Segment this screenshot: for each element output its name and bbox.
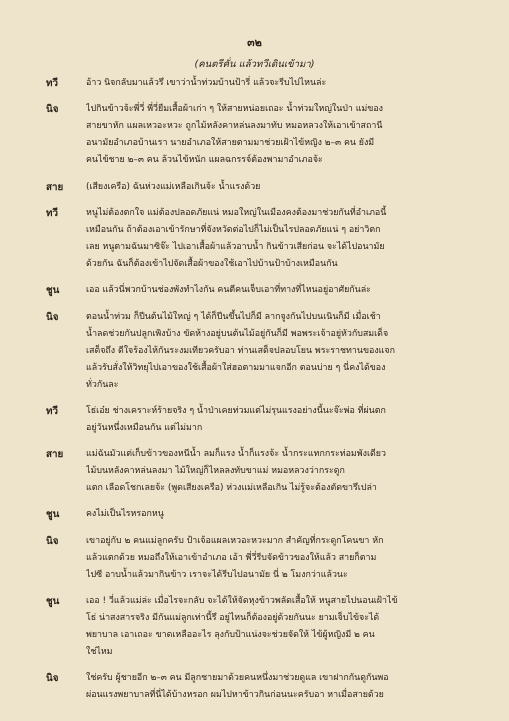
dialogue-line: แล้วรับสั่งให้วิทยุไปเอาของใช้เสื้อผ้าใส่ฮอตามมาแจกอีก ตอนบ่าย ๆ นี่คงได้ของ (86, 362, 386, 373)
dialogue-line: เลย หนูตามฉันมาซิจ๊ะ ไปเอาเสื้อผ้าแล้วอาบน้ำ กินข้าวเสียก่อน จะได้ไปอนามัย (86, 241, 385, 252)
dialogue-line: หนูไม่ต้องตกใจ แม่ต้องปลอดภัยแน่ หมอใหญ่ในเมืองคงต้องมาช่วยกันที่อำเภอนี้ (86, 207, 387, 218)
dialogue-line: ผ่อนแรงพยาบาลที่นี่ได้บ้างหรอก ผมไปหาข้าวกินก่อนนะครับอา หาเมื่อสายด้วย (86, 690, 384, 701)
stage-direction: (คนตรีคั่น แล้วทวีเดินเข้ามา) (194, 59, 315, 70)
dialogue-line: ด้วยกัน ฉันก็ต้องเข้าไปจัดเสื้อผ้าของใช้เอาไปบ้านป้าบ้างเหมือนกัน (86, 258, 338, 269)
dialogue-line: น้ำลดช่วยกันปลูกเพิงบ้าง ขัดห้างอยู่บนต้นไม้อยู่กันก็มี พอพระเจ้าอยู่หัวกับสมเด็จ (86, 328, 389, 339)
speaker-name: นิจ (46, 311, 59, 323)
dialogue-line: เสด็จถึง ดีใจร้องไห้กันระงมเทียวครับอา ท่านเสด็จปลอบโยน พระราชทานของแจก (86, 345, 395, 356)
dialogue-line: อ้าว นิจกลับมาแล้วรึ เขาว่าน้ำท่วมบ้านป้ารี่ แล้วจะรีบไปไหนล่ะ (86, 78, 327, 88)
dialogue-line: เออ แล้วนี่พวกบ้านช่องพังทำไงกัน คนตีคนเจ็บเอาที่ทางที่ไหนอยู่อาศัยกันล่ะ (86, 285, 371, 296)
dialogue-line: แตก เลือดโชกเลยจ้ะ (พูดเสียงเครือ) ห่วงแม่เหลือเกิน ไม่รู้จะต้องตัดขารึเปล่า (86, 483, 377, 494)
speaker-name: ชูน (46, 285, 60, 297)
dialogue-line: ไม้บนหลังคาหล่นลงมา ไม้ใหญ่ก็ไหลลงทับขาแม่ หมอหลวงว่ากระดูก (86, 466, 345, 477)
dialogue-line: อนามัยอำเภอบ้านเรา นายอำเภอให้สายตามมาช่วยเฝ้าไข้หญิง ๒–๓ คน ยังมี (86, 138, 375, 149)
dialogue-line: ตอนน้ำท่วม ก็ปีนต้นไม้ใหญ่ ๆ ได้ก็ปีนขึ้นไปก็มี ลากจูงกันไปบนเนินก็มี เมื่อเช้า (86, 311, 381, 322)
speaker-name: ทวี (46, 405, 58, 417)
dialogue-line: ไปซี อาบน้ำแล้วมากินข้าว เราจะได้รีบไปอนามัย นี่ ๒ โมงกว่าแล้วนะ (86, 569, 348, 580)
speaker-name: นิจ (46, 104, 59, 116)
speaker-name: ชูน (46, 509, 60, 521)
dialogue-line: ไปกินข้าวจ้ะพี่วี่ พี่วี่ยืมเสื้อผ้าเก่า ๆ ให้สายหน่อยเถอะ น้ำท่วมใหญ่ในป่า แม่ของ (86, 104, 384, 115)
dialogue-line: (เสียงเครือ) ฉันห่วงแม่เหลือเกินจ้ะ น้ำแรงด้วย (86, 181, 261, 192)
page-number: ๓๒ (247, 36, 262, 49)
dialogue-line: แล้วแตกด้วย หมอถึงให้เอาเข้าอำเภอ เอ้า พี่วี่รีบจัดข้าวของให้แล้ว สายก็ตาม (86, 552, 377, 563)
dialogue-line: สายขาหัก แผลเหวอะหวะ ถูกไม้หลังคาหล่นลงมาทับ หมอหลวงให้เอาเข้าสถานี (86, 121, 383, 132)
dialogue-line: ใช่ไหม (86, 647, 113, 657)
dialogue-line: อยู่วันหนึ่งเหมือนกัน แต่ไม่มาก (86, 422, 203, 433)
speaker-name: นิจ (46, 535, 59, 547)
dialogue-line: โธ่ น่าสงสารจริง มีกันแม่ลูกเท่านี้รึ อยู่ไหนก็ต้องอยู่ด้วยกันนะ ยามเจ็บไข้จะได้ (86, 613, 380, 623)
dialogue-line: เขาอยู่กับ ๒ คนแม่ลูกครับ ป้าเจ้อแผลเหวอะหวะมาก สำคัญที่กระดูกโคนขา หัก (86, 535, 384, 546)
dialogue-line: ใช่ครับ ผู้ชายอีก ๒–๓ คน มีลูกชายมาด้วยคนหนึ่งมาช่วยดูแล เขาฝากกันดูกันพอ (86, 673, 389, 684)
dialogue-line: คนไข้ชาย ๒–๓ คน ล้วนไข้หนัก แผลฉกรรจ์ต้องพามาอำเภอจ้ะ (86, 155, 323, 166)
speaker-name: นิจ (46, 673, 59, 685)
speaker-name: ชูน (46, 596, 60, 607)
speaker-name: ทวี (46, 207, 58, 219)
dialogue-line: โธ่เอ๋ย ช่างเคราะห์ร้ายจริง ๆ น้ำป่าเคยท่วมแต่ไม่รุนแรงอย่างนี้นะจ๊ะพ่อ ที่ผ่นตก (86, 405, 386, 416)
speaker-name: สาย (46, 181, 64, 193)
dialogue-line: เออ ! วี่แล้วแม่ล่ะ เมื่อไรจะกลับ จะได้ให้จัดหุงข้าวพลัดเสื้อให้ หนูสายไปนอนเฝ้าไข้ (86, 596, 398, 606)
dialogue-line: พยาบาล เอาเถอะ ขาดเหลืออะไร ลุงกับป้าแน่งจะช่วยจัดให้ ไข้ผู้หญิงมี ๒ คน (86, 630, 375, 640)
speaker-name: สาย (46, 449, 64, 461)
dialogue-line: เหมือนกัน ถ้าต้องเอาเข้ารักษาที่จังหวัดต่อไปก็ไม่เป็นไรปลอดภัยแน่ ๆ อย่าวิตก (86, 224, 381, 235)
speaker-name: ทวี (46, 78, 58, 89)
dialogue-line: แม่ฉันมัวแต่เก็บข้าวของหนีน้ำ ลมก็แรง น้ำก็แรงจ้ะ น้ำกระแทกกระท่อมพังเดียว (86, 449, 386, 460)
dialogue-line: ทั่วกันละ (86, 379, 119, 390)
dialogue-line: คงไม่เป็นไรหรอกหนู (86, 509, 164, 520)
